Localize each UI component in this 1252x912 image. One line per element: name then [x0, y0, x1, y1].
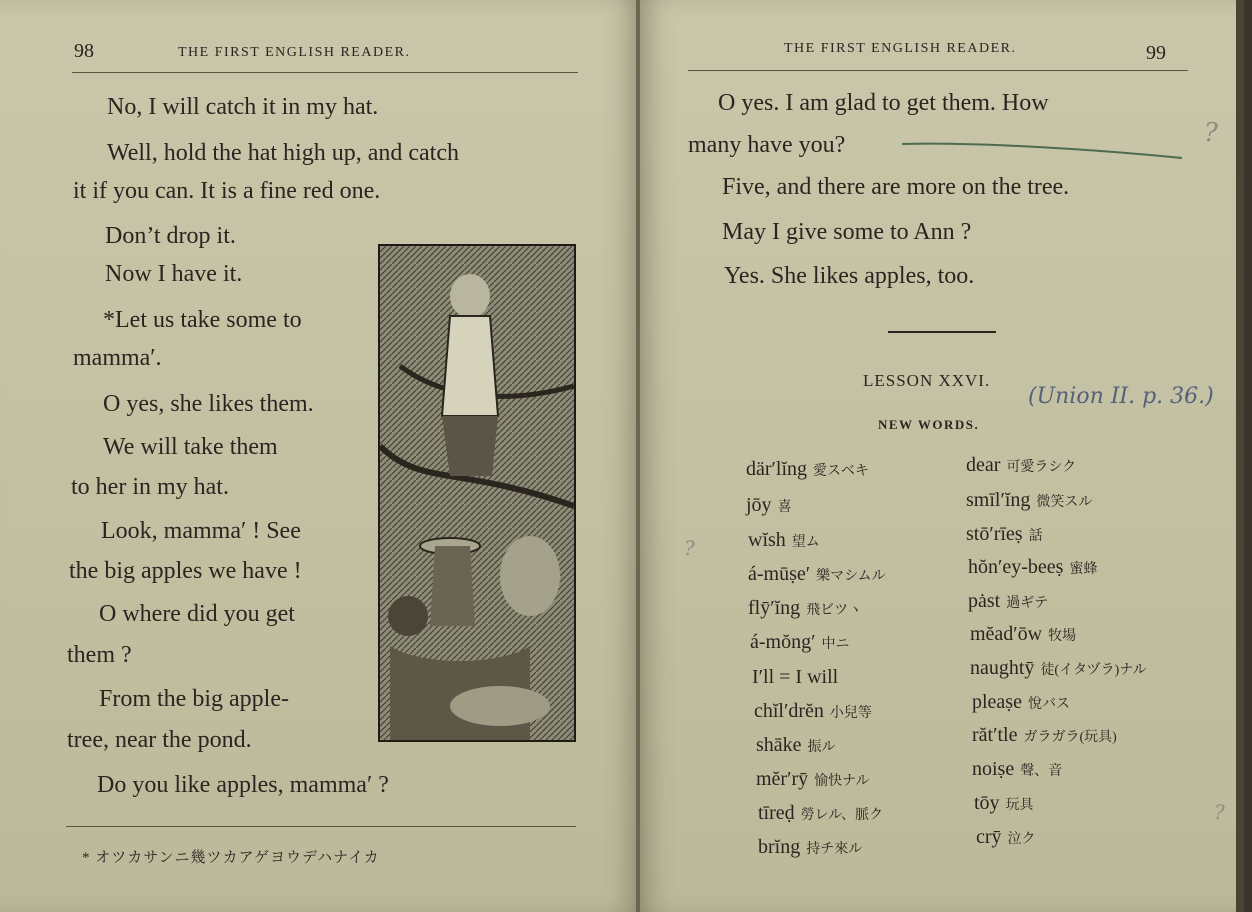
vocab-gloss: 悅バス: [1027, 697, 1070, 712]
text-line: No, I will catch it in my hat.: [107, 94, 379, 120]
vocab-gloss: 愉快ナル: [814, 774, 870, 789]
vocab-word: wĭsh: [748, 529, 786, 551]
vocab-gloss: 飛ビツヽ: [806, 603, 863, 618]
page-number: 99: [1146, 42, 1166, 64]
vocab-gloss: 微笑スル: [1036, 495, 1093, 510]
vocab-gloss: 過ギテ: [1006, 596, 1049, 611]
vocab-word: där′lĭng: [746, 458, 808, 480]
text-line: it if you can. It is a fine red one.: [73, 178, 381, 204]
vocab-item: [966, 454, 1076, 477]
text-line: O yes, she likes them.: [103, 391, 314, 417]
text-line: many have you?: [688, 132, 846, 158]
text-line: O where did you get: [99, 601, 295, 627]
vocab-gloss: 愛スベキ: [813, 464, 870, 479]
vocab-gloss: 望ム: [791, 535, 820, 550]
vocab-word: tōy: [974, 792, 1000, 814]
vocab-gloss: 中ニ: [821, 637, 850, 652]
vocab-item: [756, 768, 869, 791]
handwritten-mark: ?: [684, 536, 695, 560]
vocab-item: [968, 590, 1048, 613]
footnote-rule: [66, 826, 576, 827]
vocab-word: stō′rīeṣ: [966, 523, 1023, 545]
vocab-item: [748, 563, 886, 586]
text-line: Look, mamma′ ! See: [101, 518, 301, 544]
vocab-gloss: 話: [1028, 529, 1043, 544]
running-head: THE FIRST ENGLISH READER.: [784, 41, 1017, 56]
text-line: May I give some to Ann ?: [722, 219, 972, 245]
vocab-item: [970, 657, 1147, 680]
vocab-word: mĕad′ōw: [970, 623, 1043, 645]
lesson-title: LESSON XXVI.: [863, 371, 991, 390]
engraving-illustration: [378, 244, 576, 742]
vocab-item: [972, 724, 1117, 747]
text-line: O yes. I am glad to get them. How: [718, 90, 1049, 116]
vocab-word: brĭng: [758, 836, 801, 858]
vocab-item: [968, 556, 1097, 579]
vocab-item: [756, 734, 836, 757]
text-line: tree, near the pond.: [67, 727, 252, 753]
vocab-word: naughtȳ: [970, 657, 1035, 679]
handwritten-mark: ?: [1214, 800, 1225, 824]
vocab-word: smīl′ĭng: [966, 489, 1031, 511]
vocab-item: [972, 758, 1062, 781]
vocab-item: [972, 691, 1070, 714]
vocab-item: [748, 529, 820, 552]
vocab-word: jōy: [746, 494, 772, 516]
text-line: Well, hold the hat high up, and catch: [107, 140, 459, 166]
running-head: THE FIRST ENGLISH READER.: [178, 45, 411, 60]
vocab-word: pleaṣe: [972, 691, 1022, 713]
header-rule: [72, 72, 578, 73]
vocab-gloss: 勞レル、脈ク: [800, 808, 884, 823]
vocab-word: á-mūṣe′: [748, 563, 811, 585]
text-line: *Let us take some to: [103, 307, 302, 333]
text-line: Yes. She likes apples, too.: [724, 263, 975, 289]
vocab-item: [758, 802, 883, 825]
text-line: mamma′.: [73, 345, 162, 371]
vocab-item: [746, 494, 792, 517]
vocab-word: răt′tle: [972, 724, 1018, 746]
vocab-gloss: 喜: [777, 500, 792, 515]
vocab-word: noiṣe: [972, 758, 1015, 780]
text-line: From the big apple-: [99, 686, 289, 712]
vocab-gloss: 牧場: [1048, 629, 1077, 644]
vocab-gloss: 蜜蜂: [1069, 562, 1098, 577]
vocab-gloss: 徒(イタヅラ)ナル: [1040, 663, 1147, 678]
vocab-item: [750, 631, 849, 654]
vocab-gloss: ガラガラ(玩具): [1023, 730, 1117, 745]
vocab-gloss: 樂マシムル: [816, 569, 886, 584]
vocab-gloss: 泣ク: [1007, 832, 1036, 847]
vocab-gloss: 聲、音: [1020, 764, 1063, 779]
vocab-gloss: 玩具: [1005, 798, 1034, 813]
vocab-item: [976, 826, 1036, 849]
boy-in-apple-tree-engraving: [380, 246, 574, 740]
handwritten-mark: ?: [1204, 118, 1218, 148]
vocab-item: [754, 700, 872, 723]
section-rule: [888, 331, 996, 333]
handwritten-note: (Union II. p. 36.): [1028, 384, 1214, 409]
vocab-item: [758, 836, 862, 859]
vocab-word: chĭl′drĕn: [754, 700, 824, 722]
text-line: them ?: [67, 642, 132, 668]
vocab-item: [966, 523, 1043, 546]
vocab-word: dear: [966, 454, 1001, 476]
vocab-item: [966, 489, 1092, 512]
text-line: to her in my hat.: [71, 474, 229, 500]
text-line: Do you like apples, mamma′ ?: [97, 772, 389, 798]
vocab-item: [970, 623, 1076, 646]
new-words-label: NEW WORDS.: [878, 417, 980, 432]
vocab-gloss: 振ル: [807, 740, 836, 755]
handwritten-underline: [902, 140, 1184, 162]
vocab-item: [746, 458, 869, 481]
vocab-word: tīreḍ: [758, 802, 795, 824]
text-line: We will take them: [103, 434, 278, 460]
vocab-word: mĕr′rȳ: [756, 768, 809, 790]
vocab-gloss: 持チ來ル: [806, 842, 863, 857]
vocab-gloss: 小兒等: [829, 706, 872, 721]
vocab-word: I′ll = I will: [752, 666, 839, 688]
right-page: [640, 0, 1244, 912]
vocab-word: pȧst: [968, 590, 1001, 612]
page-number: 98: [74, 40, 94, 62]
header-rule: [688, 70, 1188, 71]
text-line: Five, and there are more on the tree.: [722, 174, 1070, 200]
text-line: the big apples we have !: [69, 558, 302, 584]
vocab-word: flȳ′ĭng: [748, 597, 801, 619]
text-line: Now I have it.: [105, 261, 243, 287]
vocab-word: crȳ: [976, 826, 1002, 848]
vocab-word: hŏn′ey-beeṣ: [968, 556, 1064, 578]
vocab-item: [752, 666, 844, 689]
vocab-word: á-mŏng′: [750, 631, 816, 653]
vocab-item: [974, 792, 1034, 815]
vocab-gloss: 可愛ラシク: [1006, 460, 1077, 475]
page-edge: [1236, 0, 1244, 912]
text-line: Don’t drop it.: [105, 223, 236, 249]
vocab-word: shāke: [756, 734, 802, 756]
footnote: * オツカサンニ幾ツカアゲヨウデハナイカ: [82, 850, 380, 866]
vocab-item: [748, 597, 862, 620]
